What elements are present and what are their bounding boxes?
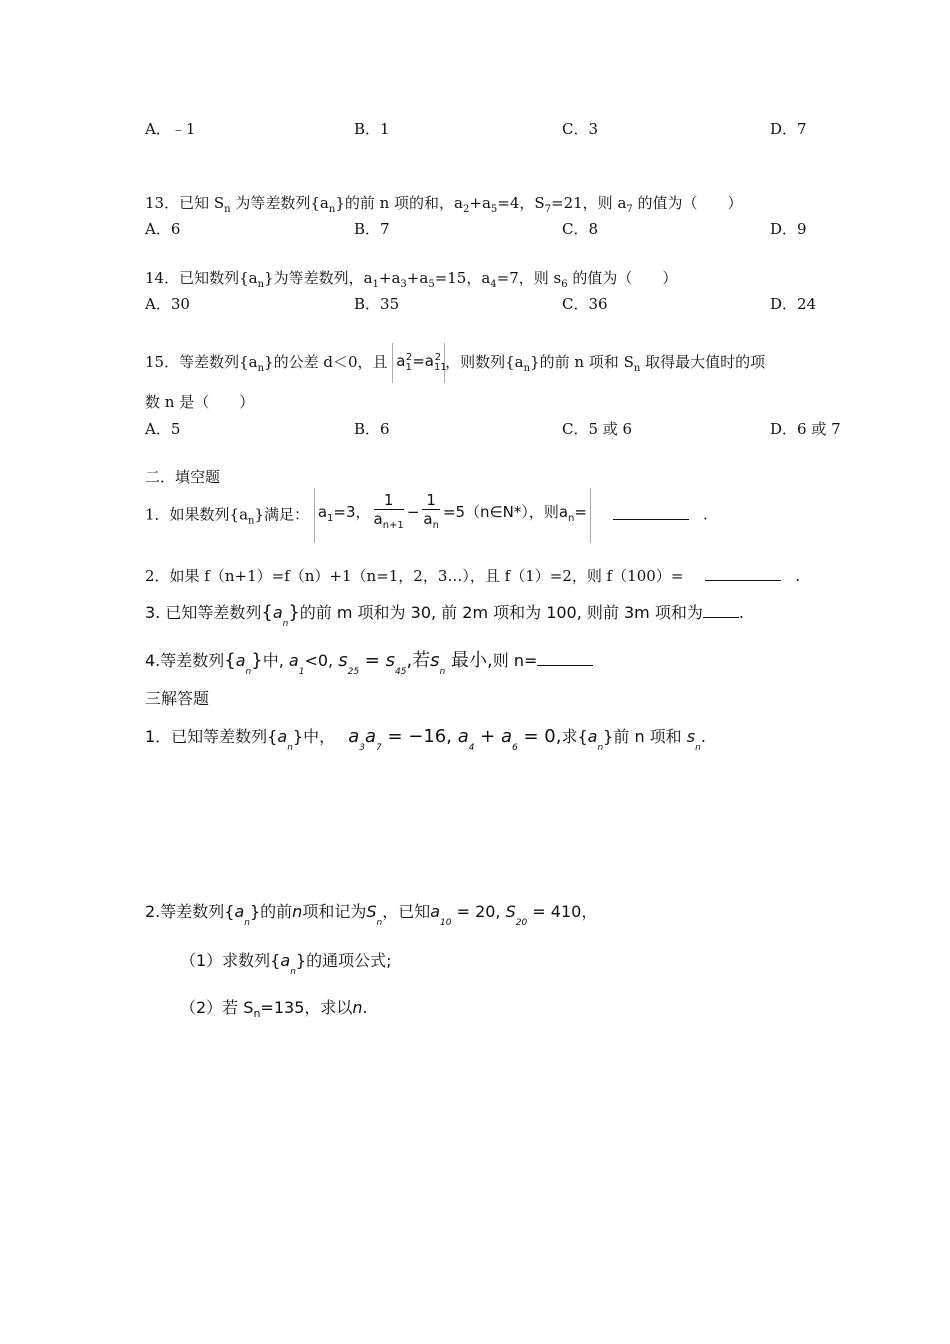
fraction-2: $\frac{1}{a_n}$ — [423, 490, 439, 531]
fill-3-answer-blank[interactable] — [703, 603, 739, 618]
fill-1-formula: $a_1=3$， $\frac{1}{a_{n+1}}$ − $\frac{1}{a_n}$ =5（n∈N*），则$a_n=$ — [314, 488, 591, 543]
q12-options — [145, 118, 845, 138]
q13-options — [145, 218, 845, 238]
q13-stem: 13．已知 $S_n$ 为等差数列$\{a_n\}$的前 n 项的和，$a_2+a_5=4$，$S_7=21$，则 $a_7$ 的值为（ ） — [145, 194, 743, 215]
solve-question-2: 2.等差数列$\{a_n\}$的前n项和记为$S_n$，已知$a_{10} = 20$, $S_{20} = 410$， — [145, 902, 598, 928]
q15-options — [145, 418, 845, 438]
q13-option-b[interactable]: B．7 — [354, 220, 390, 238]
solve-2-part-1: （1）求数列$\{a_n\}$的通项公式; — [180, 951, 392, 977]
fill-4-answer-blank[interactable] — [537, 651, 593, 666]
q12-option-a[interactable]: A．﹣1 — [145, 120, 196, 138]
q15-option-c[interactable]: C．5 或 6 — [562, 420, 633, 438]
q14-options — [145, 293, 845, 313]
q14-option-d[interactable]: D．24 — [770, 295, 817, 313]
fill-question-1: 1．如果数列$\{a_n\}$满足： $a_1=3$， $\frac{1}{a_{n+1}}$ − $\frac{1}{a_n}$ =5（n∈N*），则$a_n=$ . — [145, 488, 708, 546]
q14-option-a[interactable]: A．30 — [145, 295, 190, 313]
q15-stem: 15．等差数列$\{a_n\}$的公差 d＜0，且 $a_1^2=a_{11}^2$ ，则数列$\{a_n\}$的前 n 项和 $S_n$ 取得最大值时的项 — [145, 343, 765, 387]
q15-option-b[interactable]: B．6 — [354, 420, 390, 438]
q12-option-d[interactable]: D．7 — [770, 120, 807, 138]
section-fill-in-title: 二．填空题 — [145, 468, 221, 486]
q15-stem-line2: 数 n 是（ ） — [145, 393, 255, 411]
fill-question-2: 2．如果 f（n+1）=f（n）+1（n=1，2，3…），且 f（1）=2，则 f（100）= . — [145, 567, 801, 585]
q14-option-b[interactable]: B．35 — [354, 295, 400, 313]
q14-stem: 14．已知数列$\{a_n\}$为等差数列，$a_1+a_3+a_5=15$，$a_4=7$，则 $s_6$ 的值为（ ） — [145, 269, 678, 290]
q15-option-d[interactable]: D．6 或 7 — [770, 420, 841, 438]
q14-option-c[interactable]: C．36 — [562, 295, 608, 313]
section-answer-title: 三解答题 — [145, 689, 210, 708]
solve-2-part-2: （2）若 $S_n=135$，求以n. — [180, 998, 368, 1021]
fill-2-answer-blank[interactable] — [705, 566, 781, 581]
q13-option-a[interactable]: A．6 — [145, 220, 181, 238]
q12-option-b[interactable]: B．1 — [354, 120, 390, 138]
fraction-1: $\frac{1}{a_{n+1}}$ — [373, 490, 404, 531]
q13-option-c[interactable]: C．8 — [562, 220, 599, 238]
q15-condition-formula: $a_1^2=a_{11}^2$ — [392, 343, 445, 383]
solve-1-condition: $a_3a_7 = -16$, $a_4 + a_6 = 0$, — [348, 726, 562, 753]
q13-option-d[interactable]: D．9 — [770, 220, 807, 238]
solve-question-1: 1．已知等差数列$\{a_n\}$中， $a_3a_7 = -16$, $a_4 + a_6 = 0$,求$\{a_n\}$前 n 项和 $s_n$. — [145, 726, 706, 753]
q12-option-c[interactable]: C．3 — [562, 120, 599, 138]
fill-question-4: 4.等差数列$\{a_n\}$中, $a_1<0$, $s_{25} = s_{45}$,若$s_n$ 最小,则 n= — [145, 646, 593, 679]
q15-option-a[interactable]: A．5 — [145, 420, 181, 438]
fill-question-3: 3. 已知等差数列$\{a_n\}$的前 m 项和为 30, 前 2m 项和为 100, 则前 3m 项和为 . — [145, 602, 744, 629]
fill-1-answer-blank[interactable] — [613, 505, 689, 520]
